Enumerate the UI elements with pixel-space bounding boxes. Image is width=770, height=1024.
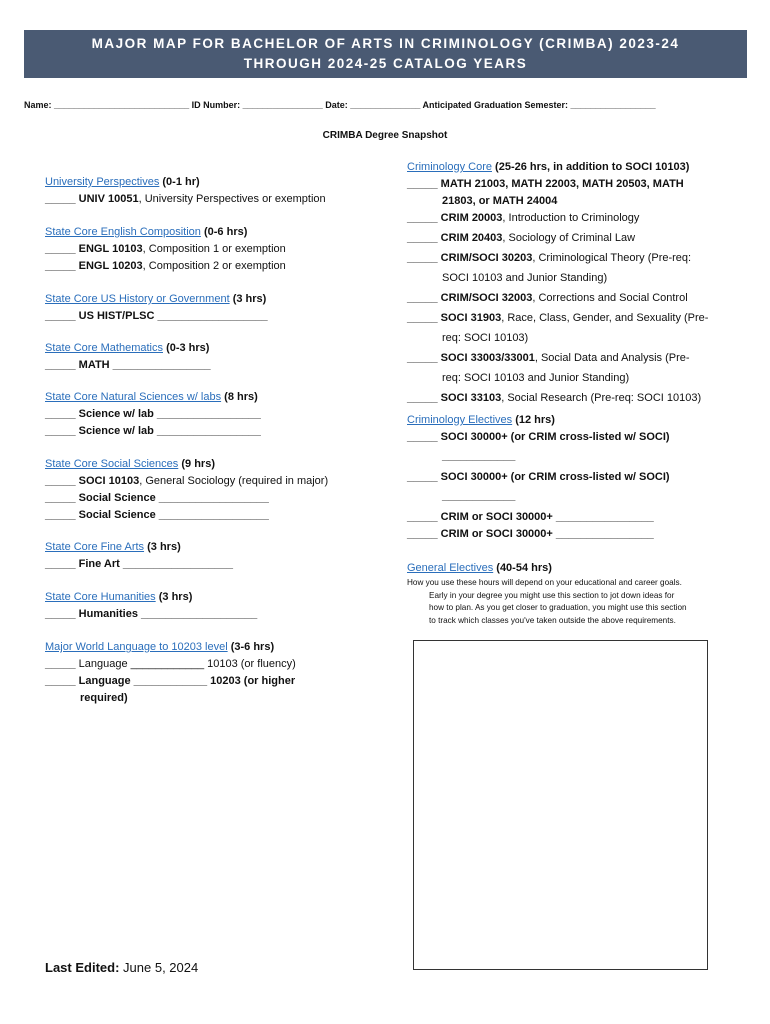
checkbox-blank[interactable]: _____ <box>407 431 438 443</box>
title-line-2: THROUGH 2024-25 CATALOG YEARS <box>243 56 528 71</box>
elective-text[interactable]: CRIM or SOCI 30000+ ________________ <box>440 511 654 523</box>
section-math <box>45 340 385 374</box>
checkbox-blank[interactable]: _____ <box>45 658 76 670</box>
course-text: , Composition 1 or exemption <box>142 243 286 255</box>
section-criminology-core <box>407 159 732 407</box>
last-edited <box>45 960 198 975</box>
hours: (3 hrs) <box>147 541 181 553</box>
course-code: CRIM 20403 <box>440 232 503 244</box>
checkbox-blank[interactable]: _____ <box>45 408 76 420</box>
course-code: Science w/ lab <box>78 425 154 437</box>
course-text: , Social Data and Analysis (Pre- <box>534 352 690 364</box>
checkbox-blank[interactable]: _____ <box>45 425 76 437</box>
course-code: CRIM 20003 <box>440 212 503 224</box>
hours: (40-54 hrs) <box>496 562 552 574</box>
checkbox-blank[interactable]: _____ <box>407 471 438 483</box>
course-code: MATH <box>78 359 110 371</box>
checkbox-blank[interactable]: _____ <box>45 675 76 687</box>
checkbox-blank[interactable]: _____ <box>45 475 76 487</box>
link-social-sciences[interactable]: State Core Social Sciences <box>45 458 179 470</box>
course-code: Fine Art <box>78 558 120 570</box>
checkbox-blank[interactable]: _____ <box>407 178 438 190</box>
hours: (0-1 hr) <box>162 176 200 188</box>
course-text: , General Sociology (required in major) <box>139 475 329 487</box>
link-criminology-core[interactable]: Criminology Core <box>407 161 492 173</box>
hours: (0-6 hrs) <box>203 226 248 238</box>
link-english-composition[interactable]: State Core English Composition <box>45 226 201 238</box>
course-text[interactable]: __________________ <box>119 558 233 570</box>
course-code: ENGL 10203 <box>78 260 143 272</box>
checkbox-blank[interactable]: _____ <box>45 558 76 570</box>
link-criminology-electives[interactable]: Criminology Electives <box>407 414 513 426</box>
section-natural-sciences <box>45 389 385 440</box>
course-code: SOCI 31903 <box>440 312 502 324</box>
course-text[interactable]: ___________________ <box>137 608 258 620</box>
snapshot-title: CRIMBA Degree Snapshot <box>322 130 448 141</box>
course-text: MATH 21003, MATH 22003, MATH 20503, MATH <box>440 178 684 190</box>
section-world-language <box>45 639 385 707</box>
last-edited-date: June 5, 2024 <box>123 960 199 975</box>
course-text[interactable]: __________________ <box>154 310 268 322</box>
course-code: CRIM/SOCI 32003 <box>440 292 533 304</box>
section-university-perspectives <box>45 174 385 208</box>
language-line-3: required) <box>80 692 128 704</box>
checkbox-blank[interactable]: _____ <box>407 292 438 304</box>
last-edited-label: Last Edited: <box>45 960 120 975</box>
section-general-electives <box>407 560 732 627</box>
course-code: SOCI 33103 <box>440 392 502 404</box>
section-social-sciences <box>45 456 385 524</box>
elective-text: SOCI 30000+ (or CRIM cross-listed w/ SOCI) <box>440 471 670 483</box>
course-text: , Social Research (Pre-req: SOCI 10103) <box>501 392 702 404</box>
elective-blank[interactable]: ____________ <box>442 450 516 462</box>
elective-text: SOCI 30000+ (or CRIM cross-listed w/ SOCI) <box>440 431 670 443</box>
link-mathematics[interactable]: State Core Mathematics <box>45 342 163 354</box>
hours: (9 hrs) <box>181 458 215 470</box>
general-electives-desc: Early in your degree you might use this section to jot down ideas for <box>429 590 675 600</box>
course-code: Humanities <box>78 608 138 620</box>
general-electives-desc: how to plan. As you get closer to graduation, you might use this section <box>429 603 687 612</box>
title-banner <box>24 30 747 78</box>
course-code: Science w/ lab <box>78 408 154 420</box>
course-text-cont: req: SOCI 10103 and Junior Standing) <box>442 372 630 384</box>
checkbox-blank[interactable]: _____ <box>45 243 76 255</box>
elective-text[interactable]: CRIM or SOCI 30000+ ________________ <box>440 528 654 540</box>
hours: (3-6 hrs) <box>230 641 275 653</box>
language-line-2[interactable]: Language ____________ 10203 (or higher <box>78 675 296 687</box>
hours: (25-26 hrs, in addition to SOCI 10103) <box>495 161 690 173</box>
hours: (8 hrs) <box>224 391 258 403</box>
course-code: UNIV 10051 <box>78 193 139 205</box>
hours: (3 hrs) <box>158 591 193 603</box>
course-code: SOCI 10103 <box>78 475 140 487</box>
checkbox-blank[interactable]: _____ <box>407 232 438 244</box>
hours: (0-3 hrs) <box>166 342 210 354</box>
checkbox-blank[interactable]: _____ <box>45 260 76 272</box>
checkbox-blank[interactable]: _____ <box>407 252 438 264</box>
course-text[interactable]: _________________ <box>153 425 261 437</box>
link-world-language[interactable]: Major World Language to 10203 level <box>45 641 228 653</box>
course-code: Social Science <box>78 509 156 521</box>
course-text[interactable]: _________________ <box>153 408 261 420</box>
student-info-line[interactable]: Name: ___________________________ ID Number: ________________ Date: ______________ Anticipated Graduation Semester: _________________ <box>24 100 656 110</box>
course-text: , Composition 2 or exemption <box>142 260 286 272</box>
course-text-cont: req: SOCI 10103) <box>442 332 529 344</box>
hours: (12 hrs) <box>515 414 555 426</box>
course-text: , Corrections and Social Control <box>532 292 688 304</box>
section-english <box>45 224 385 275</box>
checkbox-blank[interactable]: _____ <box>407 511 438 523</box>
title-line-1: MAJOR MAP FOR BACHELOR OF ARTS IN CRIMINOLOGY (CRIMBA) 2023-24 <box>91 36 680 51</box>
checkbox-blank[interactable]: _____ <box>45 509 76 521</box>
course-code: Social Science <box>78 492 156 504</box>
course-text-cont: SOCI 10103 and Junior Standing) <box>442 272 608 284</box>
link-natural-sciences[interactable]: State Core Natural Sciences w/ labs <box>45 391 222 403</box>
link-general-electives[interactable]: General Electives <box>407 562 494 574</box>
checkbox-blank[interactable]: _____ <box>45 310 76 322</box>
course-text: , University Perspectives or exemption <box>138 193 326 205</box>
checkbox-blank[interactable]: _____ <box>45 608 76 620</box>
link-humanities[interactable]: State Core Humanities <box>45 591 156 603</box>
general-electives-desc: How you use these hours will depend on your educational and career goals. <box>407 578 682 587</box>
checkbox-blank[interactable]: _____ <box>407 352 438 364</box>
section-fine-arts <box>45 539 385 573</box>
general-electives-desc: to track which classes you've taken outside the above requirements. <box>429 615 676 625</box>
checkbox-blank[interactable]: _____ <box>45 193 76 205</box>
checkbox-blank[interactable]: _____ <box>407 212 438 224</box>
course-code: US HIST/PLSC <box>78 310 155 322</box>
section-humanities <box>45 589 385 623</box>
language-line-1[interactable]: Language ____________ 10103 (or fluency) <box>78 658 296 670</box>
elective-blank[interactable]: ____________ <box>442 490 516 502</box>
checkbox-blank[interactable]: _____ <box>407 312 438 324</box>
course-code: CRIM/SOCI 30203 <box>440 252 533 264</box>
course-text[interactable]: ________________ <box>109 359 211 371</box>
checkbox-blank[interactable]: _____ <box>407 528 438 540</box>
section-history <box>45 291 385 325</box>
course-text: , Sociology of Criminal Law <box>502 232 636 244</box>
section-criminology-electives <box>407 412 732 543</box>
checkbox-blank[interactable]: _____ <box>45 492 76 504</box>
course-text: , Introduction to Criminology <box>502 212 640 224</box>
course-code: ENGL 10103 <box>78 243 143 255</box>
checkbox-blank[interactable]: _____ <box>407 392 438 404</box>
course-text[interactable]: __________________ <box>155 509 269 521</box>
hours: (3 hrs) <box>232 293 267 305</box>
checkbox-blank[interactable]: _____ <box>45 359 76 371</box>
link-fine-arts[interactable]: State Core Fine Arts <box>45 541 145 553</box>
course-text-cont: 21803, or MATH 24004 <box>442 195 558 207</box>
link-us-history[interactable]: State Core US History or Government <box>45 293 230 305</box>
course-text[interactable]: __________________ <box>155 492 269 504</box>
link-university-perspectives[interactable]: University Perspectives <box>45 176 160 188</box>
course-text: , Criminological Theory (Pre-req: <box>532 252 692 264</box>
course-text: , Race, Class, Gender, and Sexuality (Pre- <box>501 312 709 324</box>
general-electives-notes-box[interactable] <box>413 640 708 970</box>
course-code: SOCI 33003/33001 <box>440 352 535 364</box>
